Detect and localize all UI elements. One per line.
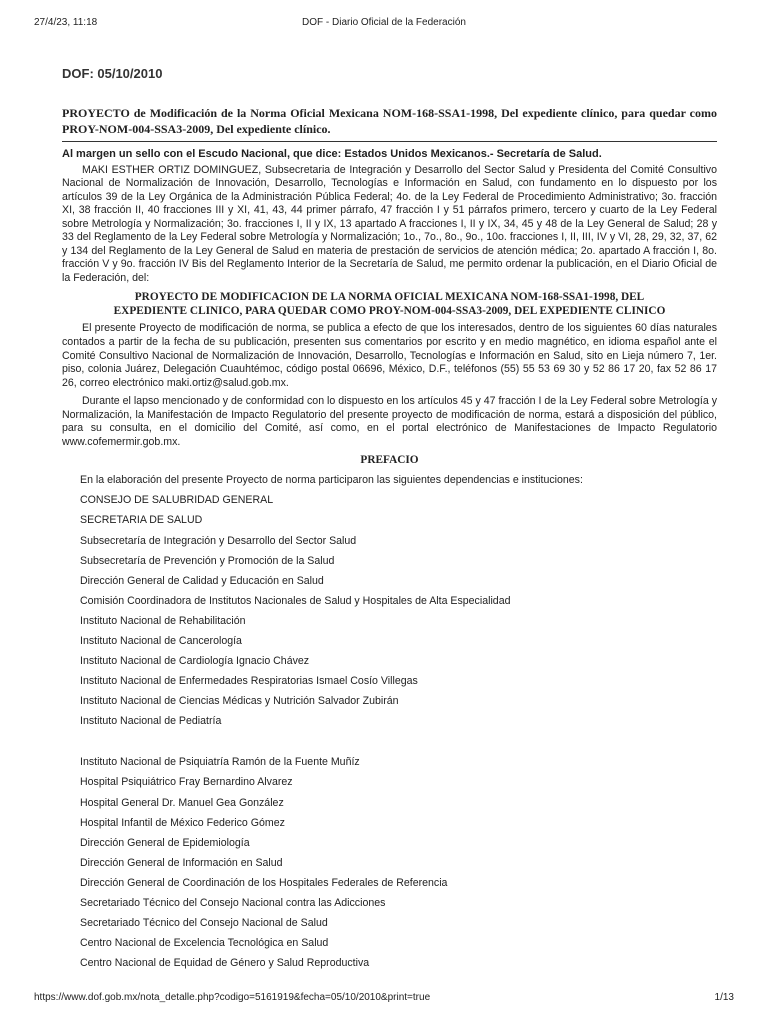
document-body [62,66,717,976]
page-number: 1/13 [714,992,734,1003]
document-title: PROYECTO de Modificación de la Norma Oficial Mexicana NOM-168-SSA1-1998, Del expediente clínico, para quedar como PROY-NOM-004-SSA3-2009, Del expediente clínico. [62,106,717,136]
dof-date: DOF: 05/10/2010 [62,66,163,81]
prefacio-intro: En la elaboración del presente Proyecto de norma participaron las siguientes dependencias e instituciones: [80,474,583,487]
list-item: Instituto Nacional de Psiquiatría Ramón de la Fuente Muñíz [80,756,360,769]
title-divider [62,141,717,142]
institutions-list [80,493,717,976]
list-item: Subsecretaría de Prevención y Promoción de la Salud [80,554,335,567]
list-item: Comisión Coordinadora de Institutos Nacionales de Salud y Hospitales de Alta Especialidad [80,594,511,607]
list-item: Dirección General de Información en Salud [80,856,283,869]
list-item: SECRETARIA DE SALUD [80,514,203,527]
list-item: Centro Nacional de Equidad de Género y Salud Reproductiva [80,957,370,970]
list-item: Secretariado Técnico del Consejo Nacional contra las Adicciones [80,897,386,910]
project-subtitle [62,290,717,318]
print-page-title: DOF - Diario Oficial de la Federación [302,17,466,28]
print-header [34,17,734,31]
intro-paragraph: MAKI ESTHER ORTIZ DOMINGUEZ, Subsecretaria de Integración y Desarrollo del Sector Salud y Presidenta del Comité Consultivo Nacional de Normalización de Innovación, Desarrollo, Tecnologías e Información en Salud, con fundamento en lo dispuesto por los artículos 39 de la Ley Orgánica de la Administración Pública Federal; 4o. de la Ley Federal de Procedimiento Administrativo; 3o. fracción XI, 38 fracción II, 40 fracciones III y XI, 41, 43, 44 primer párrafo, 47 fracción I y 51 párrafos primero, tercero y cuarto de la Ley Federal sobre Metrología y Normalización; 3o. fracciones I, II y IX, 13 apartado A fracciones I, II y IX, 34, 45 y 48 de la Ley General de Salud; 28 y 33 del Reglamento de la Ley Federal sobre Metrología y Normalización; 1o., 7o., 8o., 9o., 10o. fracciones I, II, III, IV y VI, 28, 29, 32, 37, 62 y 134 del Reglamento de la Ley General de Salud en materia de prestación de servicios de atención médica; 2o. apartado A fracción I, 8o. fracción V y 9o. fracción IV Bis del Reglamento Interior de la Secretaría de Salud, me permito ordenar la publicación, en el Diario Oficial de la Federación, del: [62,163,717,284]
impact-paragraph: Durante el lapso mencionado y de conformidad con lo dispuesto en los artículos 45 y 47 fracción I de la Ley Federal sobre Metrología y Normalización, la Manifestación de Impacto Regulatorio del presente proyecto de modificación de norma, estará a disposición del público, para su consulta, en el domicilio del Comité, así como, en el portal electrónico de Manifestaciones de Impacto Regulatorio www.cofemermir.gob.mx. [62,395,717,448]
list-item: Secretariado Técnico del Consejo Nacional de Salud [80,917,328,930]
list-item: Dirección General de Coordinación de los Hospitales Federales de Referencia [80,876,448,889]
list-item: Instituto Nacional de Rehabilitación [80,614,246,627]
list-item: Instituto Nacional de Cardiología Ignacio Chávez [80,655,310,668]
sello-text: Al margen un sello con el Escudo Nacional, que dice: Estados Unidos Mexicanos.- Secretaría de Salud. [62,148,602,160]
comments-paragraph: El presente Proyecto de modificación de norma, se publica a efecto de que los interesados, dentro de los siguientes 60 días naturales contados a partir de la fecha de su publicación, presenten sus comentarios por escrito y en medio magnético, en idioma español ante el Comité Consultivo Nacional de Normalización de Innovación, Desarrollo, Tecnologías e Información en Salud, sito en Lieja número 7, 1er. piso, colonia Juárez, Delegación Cuauhtémoc, código postal 06696, México, D.F., teléfonos (55) 55 53 69 30 y 52 86 17 20, fax 52 86 17 26, correo electrónico maki.ortiz@salud.gob.mx. [62,322,717,389]
list-item: Instituto Nacional de Enfermedades Respiratorias Ismael Cosío Villegas [80,675,418,688]
list-item: Instituto Nacional de Cancerología [80,635,242,647]
list-item: Centro Nacional de Excelencia Tecnológica en Salud [80,937,329,950]
list-item: Instituto Nacional de Pediatría [80,715,222,728]
print-datetime: 27/4/23, 11:18 [34,17,98,28]
list-item: Subsecretaría de Integración y Desarrollo del Sector Salud [80,534,357,547]
list-item: Instituto Nacional de Ciencias Médicas y Nutrición Salvador Zubirán [80,695,399,708]
page-url[interactable]: https://www.dof.gob.mx/nota_detalle.php?codigo=5161919&fecha=05/10/2010&print=true [34,992,431,1003]
list-item: Dirección General de Calidad y Educación en Salud [80,574,324,587]
list-item: Hospital Psiquiátrico Fray Bernardino Alvarez [80,776,293,789]
list-item: Hospital Infantil de México Federico Gómez [80,816,285,829]
list-item: CONSEJO DE SALUBRIDAD GENERAL [80,494,274,507]
subtitle-line-1: PROYECTO DE MODIFICACION DE LA NORMA OFICIAL MEXICANA NOM-168-SSA1-1998, DEL [134,291,645,304]
list-item: Hospital General Dr. Manuel Gea González [80,796,284,809]
list-item: Dirección General de Epidemiología [80,836,250,849]
subtitle-line-2: EXPEDIENTE CLINICO, PARA QUEDAR COMO PROY-NOM-004-SSA3-2009, DEL EXPEDIENTE CLINICO [113,305,666,318]
print-footer [34,992,734,1006]
prefacio-heading: PREFACIO [360,454,419,467]
